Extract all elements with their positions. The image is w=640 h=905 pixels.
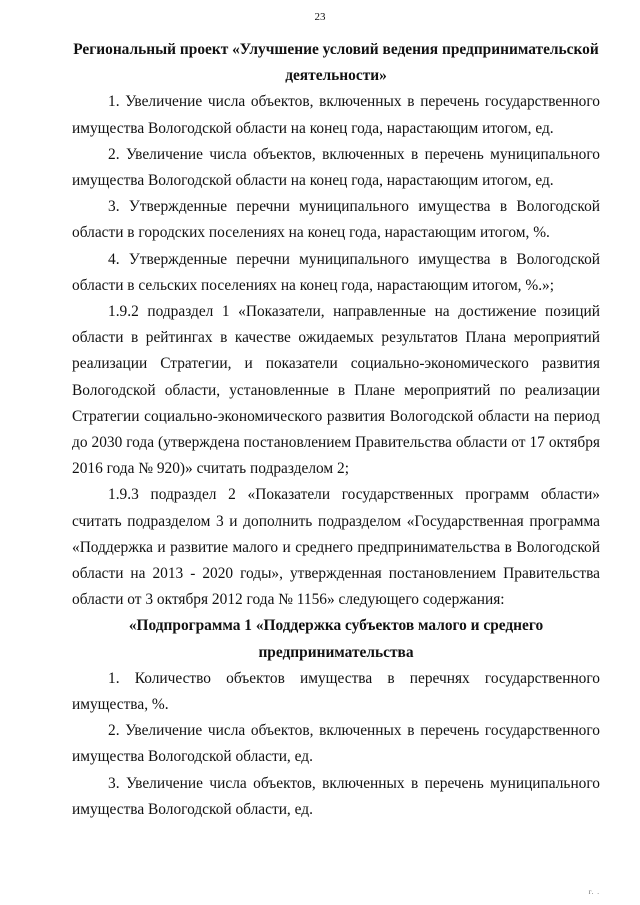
paragraph-subprogram-item-3: 3. Увеличение числа объектов, включенных в перечень муниципального имущества Вологодской области, ед. — [72, 774, 600, 818]
paragraph-item-3: 3. Утвержденные перечни муниципального имущества в Вологодской области в городских поселениях на конец года, нарастающим итогом, %. — [72, 198, 600, 242]
section-heading-subprogram-1: «Подпрограмма 1 «Поддержка субъектов малого и среднего предпринимательства — [128, 617, 544, 661]
page-number: 23 — [314, 11, 326, 23]
paragraph-item-2: 2. Увеличение числа объектов, включенных в перечень муниципального имущества Вологодской области на конец года, нарастающим итогом, ед. — [72, 145, 600, 190]
paragraph-clause-1-9-2: 1.9.2 подраздел 1 «Показатели, направленные на достижение позиций области в рейтингах в качестве ожидаемых результатов Плана мероприятий реализации Стратегии, и показатели социально-экономического развития Вологодской области, установленные в Плане мероприятий по реализации Стратегии социально-экономического развития Вологодской области на период до 2030 года (утверждена постановлением Правительства области от 17 октября 2016 года № 920)» считать подразделом 2; — [72, 303, 600, 478]
paragraph-item-4: 4. Утвержденные перечни муниципального имущества в Вологодской области в сельских поселениях на конец года, нарастающим итогом, %.»; — [72, 250, 600, 294]
section-heading-regional-project: Региональный проект «Улучшение условий ведения предпринимательской деятельности» — [73, 41, 599, 85]
paragraph-clause-1-9-3: 1.9.3 подраздел 2 «Показатели государственных программ области» считать подразделом 3 и дополнить подразделом «Государственная программа «Поддержка и развитие малого и среднего предпринимательства в Вологодской области на 2013 - 2020 годы», утвержденная постановлением Правительства области от 3 октября 2012 года № 1156» следующего содержания: — [72, 486, 600, 609]
document-body — [72, 37, 600, 823]
paragraph-item-1: 1. Увеличение числа объектов, включенных в перечень государственного имущества Вологодской области на конец года, нарастающим итогом, ед. — [72, 93, 600, 137]
scan-mark: г. . — [588, 888, 600, 896]
paragraph-subprogram-item-1: 1. Количество объектов имущества в перечнях государственного имущества, %. — [72, 669, 600, 714]
paragraph-subprogram-item-2: 2. Увеличение числа объектов, включенных в перечень государственного имущества Вологодской области, ед. — [72, 722, 600, 766]
